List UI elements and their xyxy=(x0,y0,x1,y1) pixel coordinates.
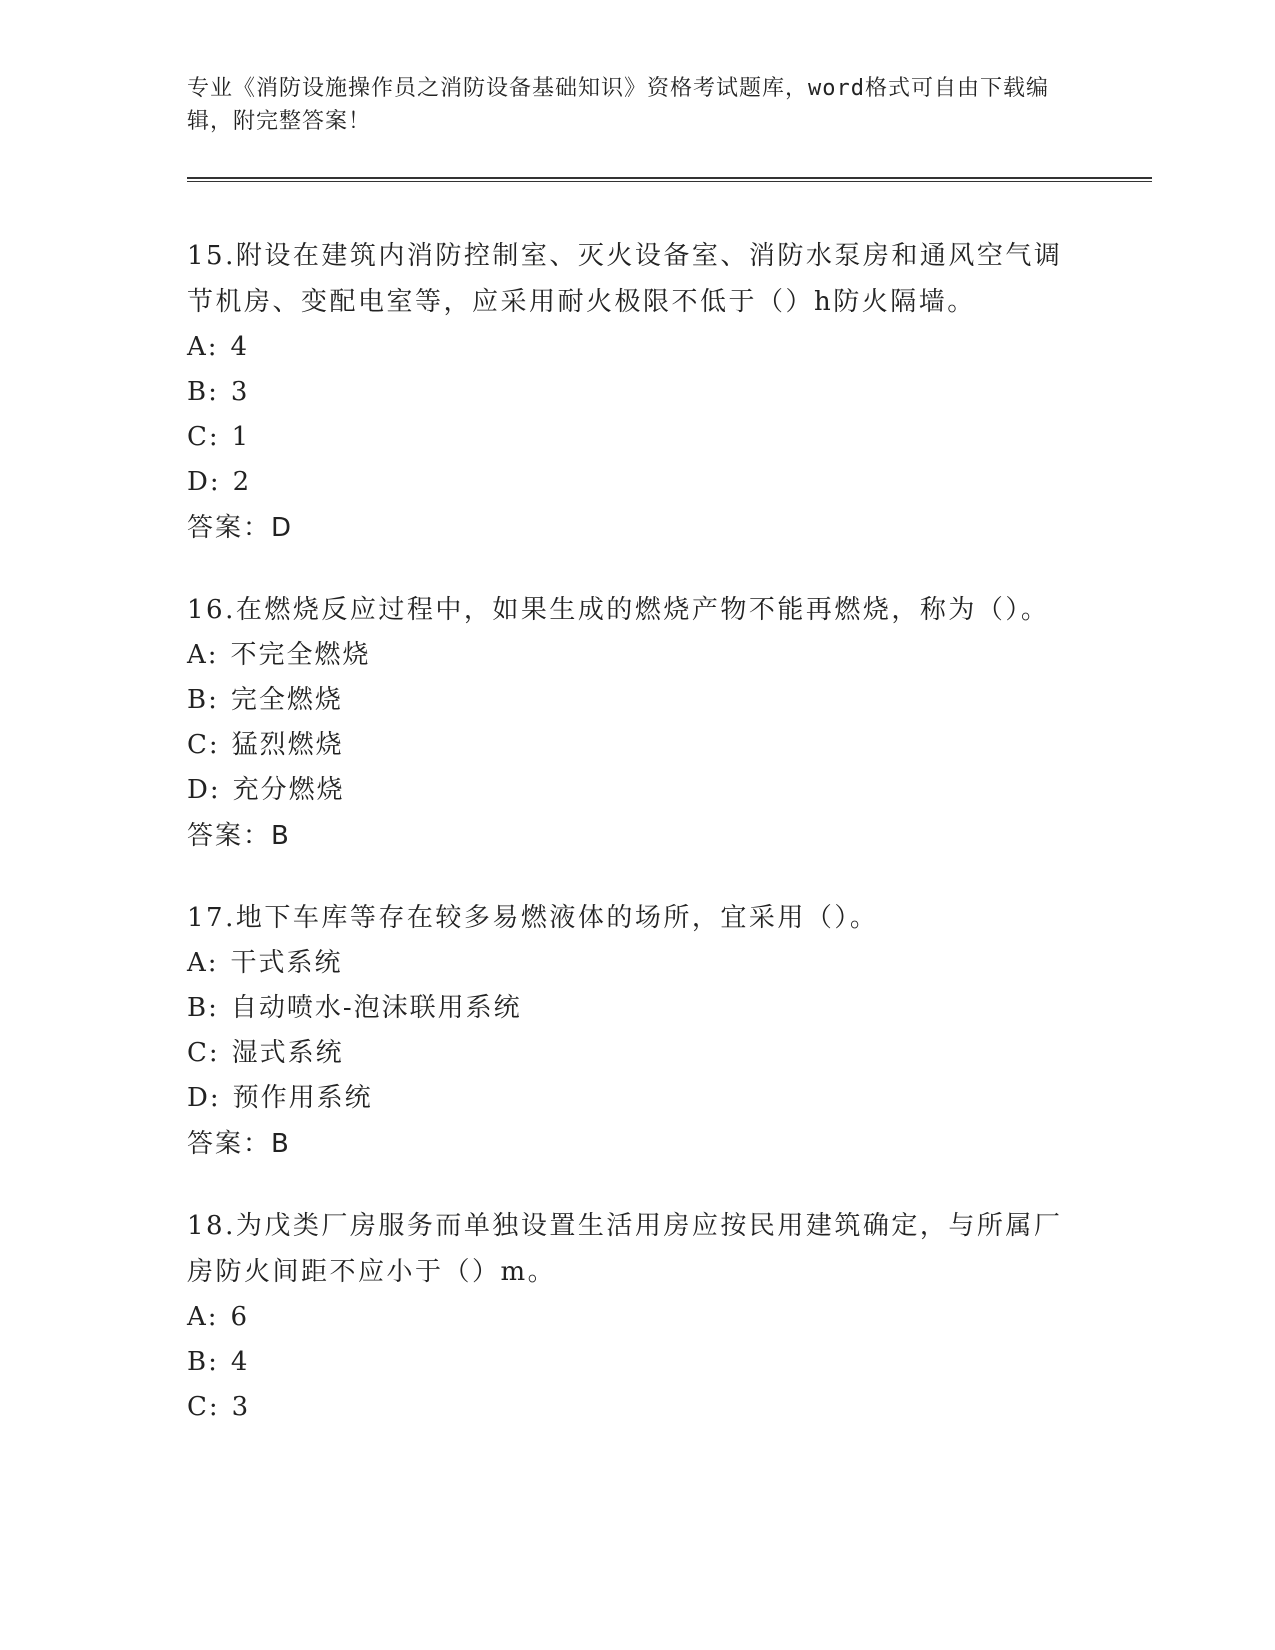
option-text: 猛烈燃烧 xyxy=(231,730,344,760)
question-stem: 16.在燃烧反应过程中，如果生成的燃烧产物不能再燃烧，称为（）。 xyxy=(187,595,1050,625)
option-text: 3 xyxy=(231,1392,251,1422)
option-text: 4 xyxy=(230,1347,250,1377)
option-d xyxy=(187,1076,1087,1121)
option-text: 干式系统 xyxy=(230,948,343,978)
option-text: 2 xyxy=(232,467,252,497)
option-a xyxy=(187,1295,1087,1340)
option-label: D: xyxy=(187,775,221,805)
question-15 xyxy=(187,233,1087,551)
question-17 xyxy=(187,895,1087,1167)
option-text: 1 xyxy=(231,422,251,452)
option-d xyxy=(187,460,1087,505)
option-b xyxy=(187,678,1087,723)
option-label: B: xyxy=(187,993,219,1023)
question-list xyxy=(187,233,1087,1466)
option-a xyxy=(187,325,1087,370)
question-stem: 17.地下车库等存在较多易燃液体的场所，宜采用（）。 xyxy=(187,903,879,933)
header-divider xyxy=(187,177,1152,182)
option-label: B: xyxy=(187,377,219,407)
option-a xyxy=(187,633,1087,678)
option-text: 不完全燃烧 xyxy=(230,640,371,670)
option-b xyxy=(187,370,1087,415)
option-text: 充分燃烧 xyxy=(232,775,345,805)
option-b xyxy=(187,1340,1087,1385)
question-stem: 18.为戊类厂房服务而单独设置生活用房应按民用建筑确定，与所属厂房防火间距不应小于（）m。 xyxy=(187,1211,1063,1287)
option-c xyxy=(187,415,1087,460)
question-16 xyxy=(187,587,1087,859)
answer-text: 答案：B xyxy=(187,821,291,851)
question-stem: 15.附设在建筑内消防控制室、灭火设备室、消防水泵房和通风空气调节机房、变配电室等，应采用耐火极限不低于（）h防火隔墙。 xyxy=(187,241,1063,317)
answer-text: 答案：B xyxy=(187,1129,291,1159)
option-text: 3 xyxy=(230,377,250,407)
option-c xyxy=(187,723,1087,768)
option-label: A: xyxy=(187,948,219,978)
question-18 xyxy=(187,1203,1087,1430)
option-label: D: xyxy=(187,467,221,497)
option-d xyxy=(187,768,1087,813)
option-label: C: xyxy=(187,730,220,760)
option-label: C: xyxy=(187,1392,220,1422)
option-label: A: xyxy=(187,1302,219,1332)
option-text: 6 xyxy=(230,1302,250,1332)
option-label: A: xyxy=(187,640,219,670)
option-c xyxy=(187,1031,1087,1076)
option-a xyxy=(187,941,1087,986)
option-label: A: xyxy=(187,332,219,362)
option-label: C: xyxy=(187,1038,220,1068)
option-c xyxy=(187,1385,1087,1430)
page-header: 专业《消防设施操作员之消防设备基础知识》资格考试题库，word格式可自由下载编辑，附完整答案！ xyxy=(187,76,1049,134)
option-label: B: xyxy=(187,685,219,715)
option-text: 湿式系统 xyxy=(231,1038,344,1068)
option-label: B: xyxy=(187,1347,219,1377)
option-label: C: xyxy=(187,422,220,452)
option-text: 4 xyxy=(230,332,250,362)
option-text: 预作用系统 xyxy=(232,1083,373,1113)
option-text: 自动喷水-泡沫联用系统 xyxy=(230,993,522,1023)
answer-text: 答案：D xyxy=(187,513,294,543)
option-b xyxy=(187,986,1087,1031)
option-text: 完全燃烧 xyxy=(230,685,343,715)
option-label: D: xyxy=(187,1083,221,1113)
